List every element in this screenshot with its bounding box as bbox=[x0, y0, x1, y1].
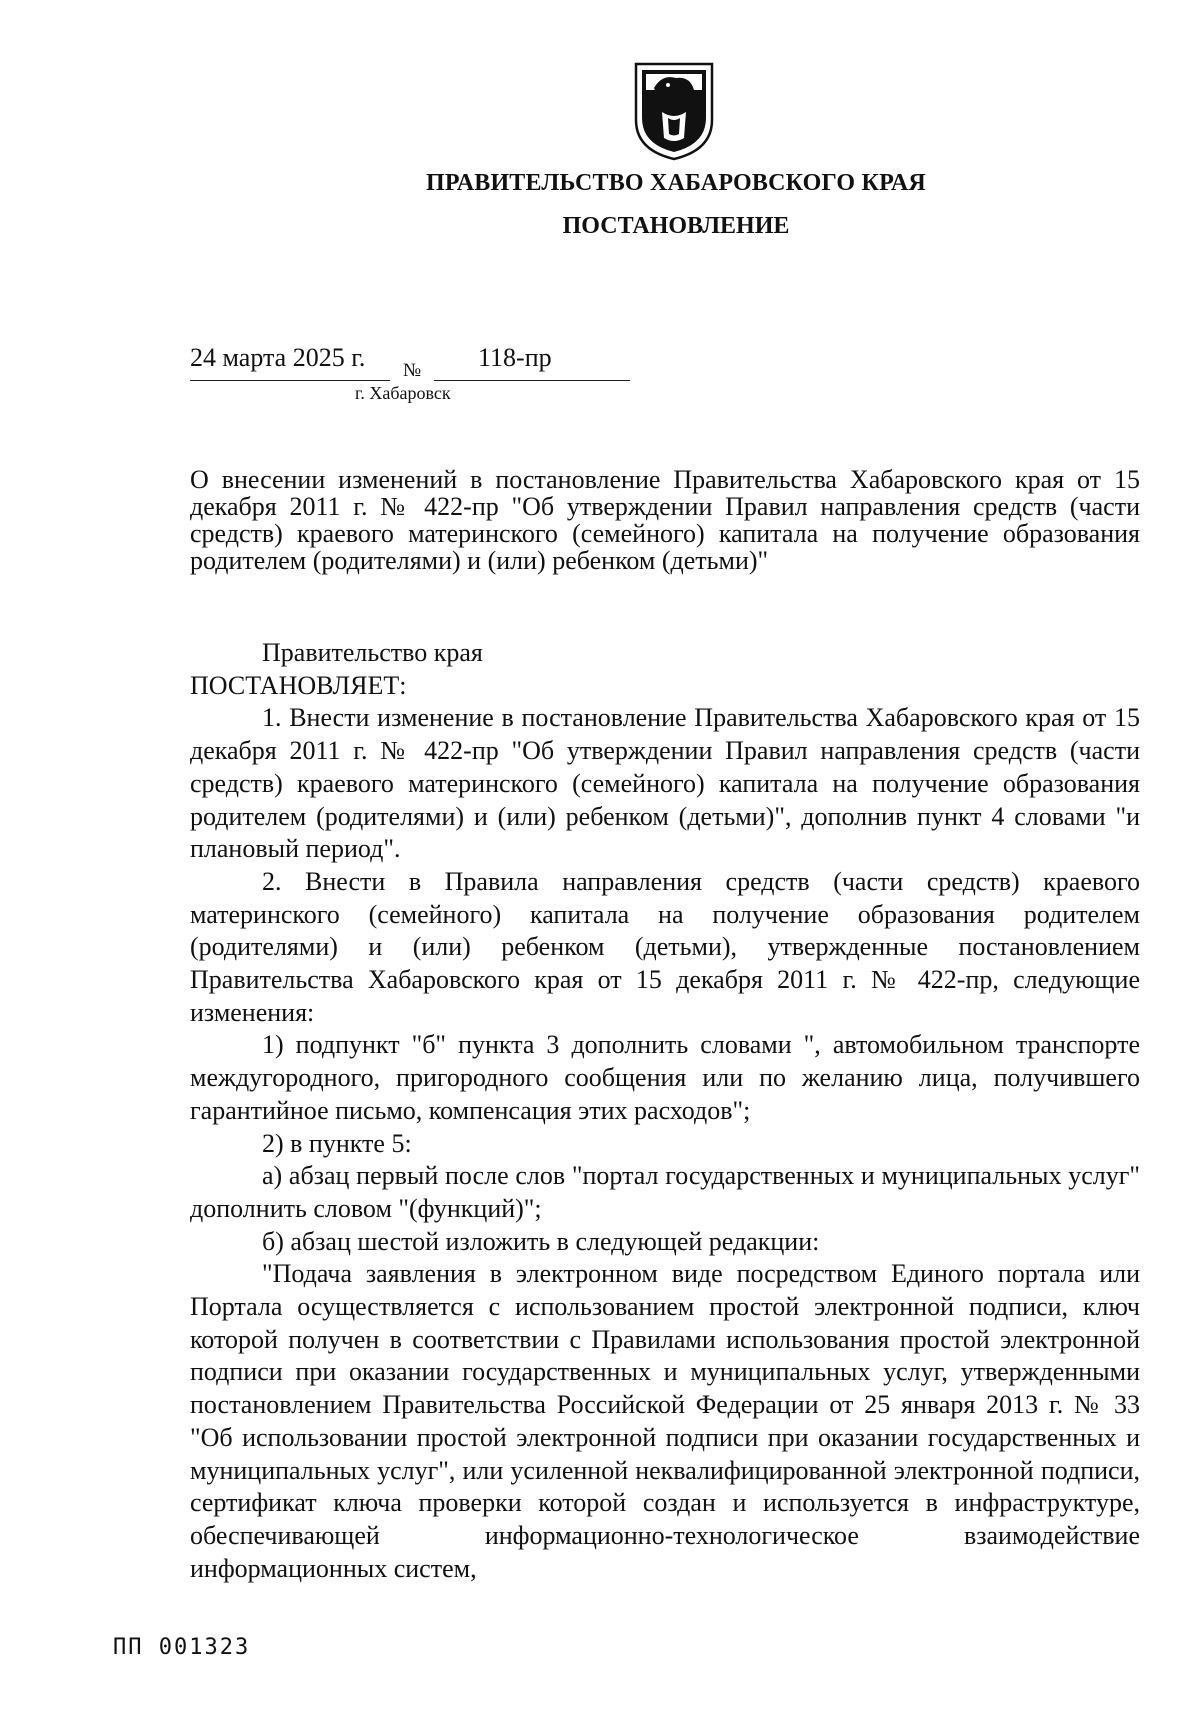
number-sign: № bbox=[403, 360, 422, 381]
preamble: Правительство края bbox=[262, 638, 483, 667]
serial-number: ПП 001323 bbox=[113, 1635, 251, 1660]
paragraph-7: "Подача заявления в электронном виде посредством Единого портала или Портала осуществляется с использованием простой электронной подписи, ключ которой получен в соответствии с Правилами использования простой электронной подписи при оказании государственных и муниципальных услуг, утвержденными постановлением Правительства Российской Федерации от 25 января 2013 г. № 33 "Об использовании простой электронной подписи при оказании государственных и муниципальных услуг", или усиленной неквалифицированной электронной подписи, сертификат ключа проверки которой создан и используется в инфраструктуре, обеспечивающей информационно-технологическое взаимодействие информационных систем, bbox=[190, 1259, 1140, 1583]
document-number: 118-пр bbox=[478, 343, 552, 372]
paragraph-2: 2. Внести в Правила направления средств (части средств) краевого материнского (семейного) капитала на получение образования родителем (родителями) и (или) ребенком (детьми), утвержденные постановлением Правительства Хабаровского края от 15 декабря 2011 г. № 422-пр, следующие изменения: bbox=[190, 866, 1140, 1027]
government-title: ПРАВИТЕЛЬСТВО ХАБАРОВСКОГО КРАЯ bbox=[426, 170, 926, 196]
city: г. Хабаровск bbox=[355, 383, 451, 403]
paragraph-1: 1. Внести изменение в постановление Правительства Хабаровского края от 15 декабря 2011 г. № 422-пр "Об утверждении Правил направления средств (части средств) краевого материнского (семейного) капитала на получение образования родителем (родителями) и (или) ребенком (детьми)", дополнив пункт 4 словами "и плановый период". bbox=[190, 703, 1140, 864]
resolves-heading: ПОСТАНОВЛЯЕТ: bbox=[190, 670, 407, 700]
date-underline bbox=[190, 380, 390, 381]
coat-of-arms-icon bbox=[632, 60, 716, 162]
document-subject: О внесении изменений в постановление Правительства Хабаровского края от 15 декабря 2011 г. № 422-пр "Об утверждении Правил направления средств (части средств) краевого материнского (семейного) капитала на получение образования родителем (родителями) и (или) ребенком (детьми)" bbox=[190, 465, 1140, 575]
document-type-title: ПОСТАНОВЛЕНИЕ bbox=[562, 213, 790, 239]
number-underline bbox=[434, 380, 630, 381]
document-body bbox=[190, 637, 1140, 1585]
paragraph-5: а) абзац первый после слов "портал государственных и муниципальных услуг" дополнить словом "(функций)"; bbox=[190, 1161, 1140, 1223]
document-date: 24 марта 2025 г. bbox=[190, 343, 366, 372]
paragraph-4: 2) в пункте 5: bbox=[262, 1128, 412, 1158]
paragraph-6: б) абзац шестой изложить в следующей редакции: bbox=[262, 1226, 820, 1256]
paragraph-3: 1) подпункт "б" пункта 3 дополнить словами ", автомобильном транспорте междугородного, пригородного сообщения или по желанию лица, получившего гарантийное письмо, компенсация этих расходов"; bbox=[190, 1030, 1140, 1125]
